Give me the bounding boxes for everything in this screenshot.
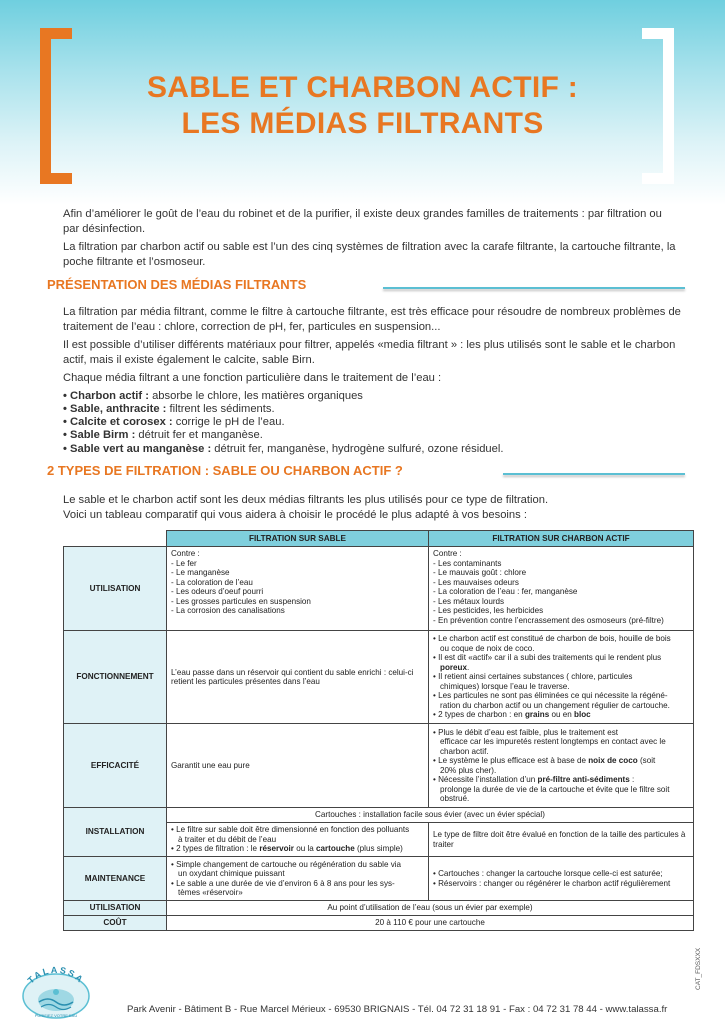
section-heading-types: 2 TYPES DE FILTRATION : SABLE OU CHARBON ACTIF ?: [47, 463, 403, 478]
table-row: [64, 857, 694, 901]
presentation-paragraph-3: Chaque média filtrant a une fonction particulière dans le traitement de l’eau :: [63, 372, 442, 384]
cell-maintenance-charbon: • Cartouches : changer la cartouche lorsque celle-ci est saturée; • Réservoirs : changer ou régénérer le charbon actif régulièrement: [429, 857, 694, 901]
list-item: • Calcite et corosex : corrige le pH de l’eau.: [63, 416, 285, 429]
table-row: [64, 547, 694, 631]
row-label-maintenance: MAINTENANCE: [64, 857, 167, 901]
list-item: • Sable vert au manganèse : détruit fer, manganèse, hydrogène sulfuré, ozone résiduel.: [63, 442, 504, 455]
intro-paragraph-2: La filtration par charbon actif ou sable est l’un des cinq systèmes de filtration avec la carafe filtrante, la cartouche filtrante, la poche filtrante et l’osmoseur.: [63, 241, 676, 268]
cell-installation-charbon: Le type de filtre doit être évalué en fonction de la taille des particules à traiter: [429, 823, 694, 857]
column-header-charbon: FILTRATION SUR CHARBON ACTIF: [429, 531, 694, 547]
left-bracket-decoration: [40, 28, 72, 184]
page-title: [90, 70, 635, 142]
row-label-fonctionnement: FONCTIONNEMENT: [64, 631, 167, 724]
column-header-sable: FILTRATION SUR SABLE: [167, 531, 429, 547]
section-divider-1: [383, 287, 685, 289]
list-item: • Sable Birm : détruit fer et manganèse.: [63, 429, 263, 442]
table-row: [64, 901, 694, 916]
cell-fonctionnement-charbon: • Le charbon actif est constitué de charbon de bois, houille de bois ou coque de noix de coco. • Il est dit «actif» car il a subi des traitements qui le rendent plus poreux. • Il retient ainsi certaines substances ( chlore, particules chimiques) lorsque l’eau le traverse. • Les particules ne sont pas éliminées ce qui nécessite la régéné- ration du charbon actif ou un changement régulier de cartouche. • 2 types de charbon : en grains ou en bloc: [429, 631, 694, 724]
document-reference: CAT_FDSXXX: [695, 947, 702, 990]
title-line-2: LES MÉDIAS FILTRANTS: [181, 107, 544, 140]
cell-cout-shared: 20 à 110 € pour une cartouche: [167, 916, 694, 931]
table-row: [64, 724, 694, 808]
row-label-efficacite: EFFICACITÉ: [64, 724, 167, 808]
footer-address: Park Avenir - Bâtiment B - Rue Marcel Mérieux - 69530 BRIGNAIS - Tél. 04 72 31 18 91 - Fax : 04 72 31 78 44 - www.talassa.fr: [127, 1004, 668, 1015]
list-item: • Sable, anthracite : filtrent les sédiments.: [63, 402, 275, 415]
presentation-paragraph-2: Il est possible d’utiliser différents matériaux pour filtrer, appelés «media filtrant » : les plus utilisés sont le sable et le charbon actif, mais il existe également le calcite, sable Birn.: [63, 339, 676, 366]
presentation-paragraph-1: La filtration par média filtrant, comme le filtre à cartouche filtrante, est très efficace pour résoudre de nombreux problèmes de traitement de l’eau : chlore, correction de pH, fer, particules en suspension...: [63, 306, 681, 333]
section-heading-presentation: PRÉSENTATION DES MÉDIAS FILTRANTS: [47, 277, 307, 292]
logo-subtext: PURIFIEZ VOTRE EAU: [34, 1013, 78, 1018]
table-row: [64, 808, 694, 823]
types-body: [63, 493, 683, 522]
cell-utilisation-charbon: Contre : - Les contaminants - Le mauvais goût : chlore - Les mauvaises odeurs - La coloration de l’eau : fer, manganèse - Les métaux lourds - Les pesticides, les herbicides - En prévention contre l’encrassement des osmoseurs (pré-filtre): [429, 547, 694, 631]
right-bracket-decoration: [642, 28, 674, 184]
row-label-cout: COÛT: [64, 916, 167, 931]
types-paragraph-1: Le sable et le charbon actif sont les deux médias filtrants les plus utilisés pour ce type de filtration.: [63, 494, 549, 506]
table-header-row: [64, 531, 694, 547]
cell-utilisation-sable: Contre : - Le fer - Le manganèse - La coloration de l’eau - Les odeurs d’oeuf pourri - Les grosses particules en suspension - La corrosion des canalisations: [167, 547, 429, 631]
types-paragraph-2: Voici un tableau comparatif qui vous aidera à choisir le procédé le plus adapté à vos besoins :: [63, 508, 527, 521]
title-line-1: SABLE ET CHARBON ACTIF :: [146, 71, 579, 104]
cell-installation-shared: Cartouches : installation facile sous évier (avec un évier spécial): [167, 808, 694, 823]
cell-fonctionnement-sable: L’eau passe dans un réservoir qui contient du sable enrichi : celui-ci retient les particules présentes dans l’eau: [167, 631, 429, 724]
table-corner-cell: [64, 531, 167, 547]
presentation-body: [63, 305, 683, 456]
logo-text: TALASSA: [25, 964, 87, 986]
cell-utilisation-shared: Au point d’utilisation de l’eau (sous un évier par exemple): [167, 901, 694, 916]
cell-efficacite-sable: Garantit une eau pure: [167, 724, 429, 808]
row-label-utilisation-2: UTILISATION: [64, 901, 167, 916]
section-divider-2: [503, 473, 685, 475]
row-label-installation: INSTALLATION: [64, 808, 167, 857]
table-row: [64, 916, 694, 931]
cell-installation-sable: • Le filtre sur sable doit être dimensionné en fonction des polluants à traiter et du débit de l’eau • 2 types de filtration : le réservoir ou la cartouche (plus simple): [167, 823, 429, 857]
row-label-utilisation: UTILISATION: [64, 547, 167, 631]
comparison-table: [63, 530, 694, 931]
cell-maintenance-sable: • Simple changement de cartouche ou régénération du sable via un oxydant chimique puissant • Le sable a une durée de vie d’environ 6 à 8 ans pour les sys- tèmes «réservoir»: [167, 857, 429, 901]
intro-text: [63, 207, 678, 273]
intro-paragraph-1: Afin d’améliorer le goût de l’eau du robinet et de la purifier, il existe deux grandes familles de traitements : par filtration ou par désinfection.: [63, 208, 662, 235]
talassa-logo: [15, 962, 97, 1020]
table-row: [64, 631, 694, 724]
media-list: [63, 390, 683, 456]
list-item: • Charbon actif : absorbe le chlore, les matières organiques: [63, 389, 363, 402]
cell-efficacite-charbon: • Plus le débit d’eau est faible, plus le traitement est efficace car les impuretés restent longtemps en contact avec le charbon actif. • Le système le plus efficace est à base de noix de coco (soit 20% plus cher). • Nécessite l’installation d’un pré-filtre anti-sédiments : prolonge la durée de vie de la cartouche et évite que le filtre soit obstrué.: [429, 724, 694, 808]
